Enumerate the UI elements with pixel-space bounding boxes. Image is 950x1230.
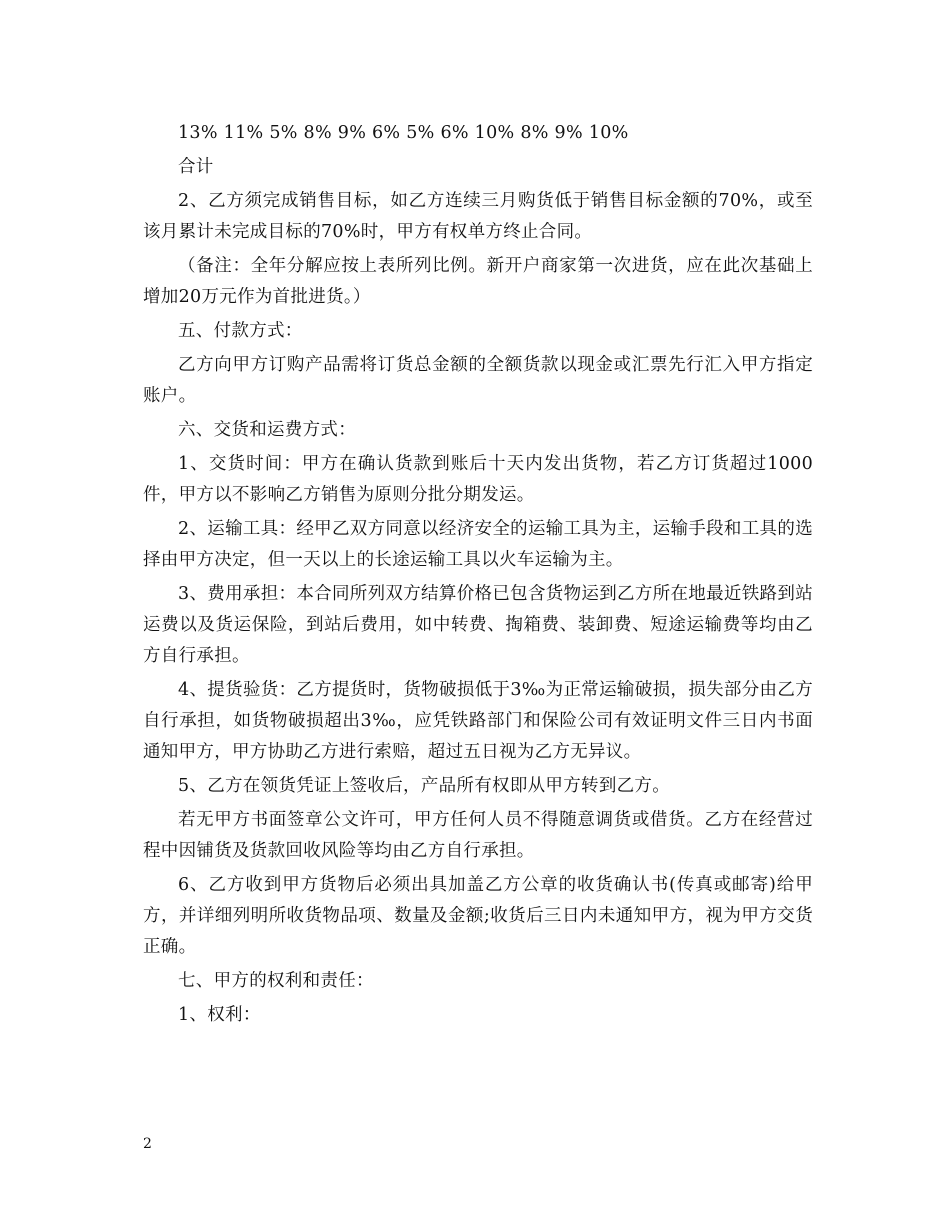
paragraph-rights: 1、权利： bbox=[178, 1005, 261, 1025]
paragraph-remark: （备注：全年分解应按上表所列比例。新开户商家第一次进货，应在此次基础上增加20万元作为首批进货。） bbox=[143, 256, 813, 307]
paragraph-costs: 3、费用承担：本合同所列双方结算价格已包含货物运到乙方所在地最近铁路到站运费以及货运保险，到站后费用，如中转费、掏箱费、装卸费、短途运输费等均由乙方自行承担。 bbox=[143, 584, 813, 666]
paragraph-receipt: 6、乙方收到甲方货物后必须出具加盖乙方公章的收货确认书(传真或邮寄)给甲方，并详细列明所收货物品项、数量及金额;收货后三日内未通知甲方，视为甲方交货正确。 bbox=[143, 875, 813, 957]
paragraph-delivery-time: 1、交货时间：甲方在确认货款到账后十天内发出货物，若乙方订货超过1000件，甲方以不影响乙方销售为原则分批分期发运。 bbox=[143, 454, 813, 505]
paragraph-percentages: 13% 11% 5% 8% 9% 6% 5% 6% 10% 8% 9% 10% bbox=[178, 123, 629, 143]
paragraph-payment: 乙方向甲方订购产品需将订货总金额的全额货款以现金或汇票先行汇入甲方指定账户。 bbox=[143, 355, 813, 406]
paragraph-no-transfer: 若无甲方书面签章公文许可，甲方任何人员不得随意调货或借货。乙方在经营过程中因铺货及货款回收风险等均由乙方自行承担。 bbox=[143, 810, 813, 861]
document-body bbox=[143, 118, 813, 1034]
page-number: 2 bbox=[143, 1136, 152, 1152]
paragraph-total: 合计 bbox=[178, 157, 214, 177]
paragraph-transport: 2、运输工具：经甲乙双方同意以经济安全的运输工具为主，运输手段和工具的选择由甲方决定，但一天以上的长途运输工具以火车运输为主。 bbox=[143, 519, 813, 570]
paragraph-sales-target: 2、乙方须完成销售目标，如乙方连续三月购货低于销售目标金额的70%，或至该月累计未完成目标的70%时，甲方有权单方终止合同。 bbox=[143, 191, 813, 242]
paragraph-ownership: 5、乙方在领货凭证上签收后，产品所有权即从甲方转到乙方。 bbox=[178, 776, 671, 796]
section-heading-delivery: 六、交货和运费方式： bbox=[178, 420, 356, 440]
section-heading-payment: 五、付款方式： bbox=[178, 321, 303, 341]
paragraph-inspection: 4、提货验货：乙方提货时，货物破损低于3‰为正常运输破损，损失部分由乙方自行承担，如货物破损超出3‰，应凭铁路部门和保险公司有效证明文件三日内书面通知甲方，甲方协助乙方进行索赔，超过五日视为乙方无异议。 bbox=[143, 680, 813, 762]
section-heading-party-a: 七、甲方的权利和责任： bbox=[178, 971, 374, 991]
